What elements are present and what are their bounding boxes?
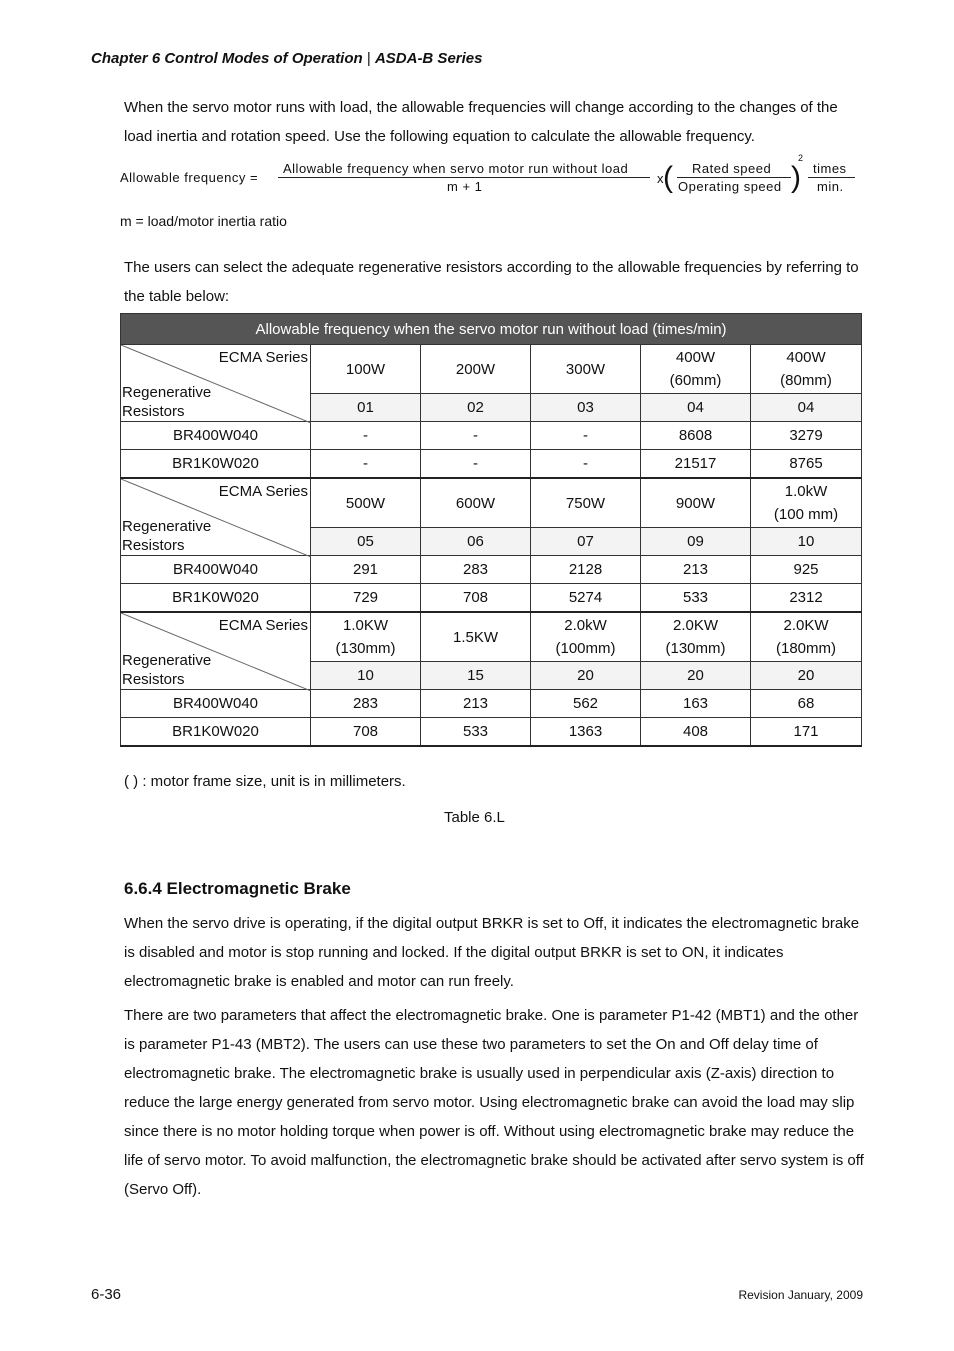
motor-power-text: 1.5KW (452, 628, 498, 646)
frequency-value-cell: 21517 (641, 450, 751, 479)
motor-power-text: (60mm) (669, 372, 722, 389)
formula-denominator-3: min. (817, 179, 844, 194)
formula-exponent: 2 (798, 153, 804, 163)
series-code-cell: 07 (531, 528, 641, 556)
resistor-name-cell: BR1K0W020 (121, 450, 311, 479)
series-header-row (121, 478, 862, 528)
corner-header-cell (121, 612, 311, 690)
formula-numerator-1: Allowable frequency when servo motor run without load (283, 161, 629, 176)
frequency-value-cell: 708 (421, 584, 531, 613)
motor-power-header (751, 345, 862, 394)
frequency-value-cell: 562 (531, 690, 641, 718)
frequency-value-cell: 171 (751, 718, 862, 747)
formula-times-sign: x (657, 171, 664, 186)
frequency-value-cell: 3279 (751, 422, 862, 450)
regenerative-resistors-label (122, 651, 211, 689)
resistor-row (121, 584, 862, 613)
motor-power-text: 600W (455, 494, 496, 512)
brake-paragraph-2: There are two parameters that affect the electromagnetic brake. One is parameter P1-42 (MBT1) and the other is parameter P1-43 (MBT2). The users can use these two parameters to set the On and Off delay time of electromagnetic brake. The electromagnetic brake is usually used in perpendicular axis (Z-axis) direction to reduce the large energy generated from servo motor. Using electromagnetic brake can avoid the load may slip since there is no motor holding torque when power is off. Without using electromagnetic brake may reduce the life of servo motor. To avoid malfunction, the electromagnetic brake should be activated after servo system is off (Servo Off). (124, 1007, 864, 1198)
motor-power-text: 2.0KW (672, 617, 718, 634)
motor-power-header (421, 478, 531, 528)
motor-power-text: 2.0kW (564, 617, 607, 634)
fraction-bar-1 (278, 177, 650, 178)
header-series: ASDA-B Series (374, 50, 483, 67)
motor-power-text: (130mm) (335, 640, 396, 657)
frequency-value-cell: 8765 (751, 450, 862, 479)
formula-denominator-1: m + 1 (447, 179, 483, 194)
series-code-cell: 15 (421, 662, 531, 690)
motor-power-header (531, 612, 641, 662)
regenerative-resistors-label (122, 383, 211, 421)
frequency-value-cell: - (421, 422, 531, 450)
frequency-value-cell: 925 (751, 556, 862, 584)
motor-power-header (641, 612, 751, 662)
frequency-value-cell: - (311, 422, 421, 450)
motor-power-header (421, 345, 531, 394)
frequency-value-cell: 533 (421, 718, 531, 747)
header-chapter: Chapter 6 Control Modes of Operation (91, 50, 363, 67)
allowable-frequency-table (120, 313, 862, 747)
header-separator: | (366, 50, 375, 67)
resistor-name-cell: BR1K0W020 (121, 584, 311, 613)
frequency-value-cell: 2312 (751, 584, 862, 613)
series-code-cell: 03 (531, 394, 641, 422)
motor-power-text: 1.0KW (342, 617, 388, 634)
motor-power-header (641, 345, 751, 394)
formula-numerator-3: times (813, 161, 847, 176)
frequency-value-cell: 729 (311, 584, 421, 613)
frequency-value-cell: 533 (641, 584, 751, 613)
series-code-cell: 10 (751, 528, 862, 556)
ecma-series-label: ECMA Series (218, 483, 308, 500)
table-caption: Allowable frequency when the servo motor run without load (times/min) (121, 314, 862, 345)
frequency-value-cell: 68 (751, 690, 862, 718)
motor-power-text: 400W (786, 349, 826, 366)
motor-power-header (421, 612, 531, 662)
series-code-cell: 02 (421, 394, 531, 422)
motor-power-text: (130mm) (665, 640, 726, 657)
m-definition: m = load/motor inertia ratio (120, 213, 287, 229)
series-code-cell: 04 (751, 394, 862, 422)
motor-power-text: 300W (565, 360, 606, 378)
motor-power-text: (80mm) (780, 372, 832, 389)
regen-label-line1: Regenerative (122, 518, 212, 535)
fraction-bar-3 (808, 177, 855, 178)
ecma-series-label: ECMA Series (218, 349, 308, 366)
corner-header-cell (121, 345, 311, 422)
formula-denominator-2: Operating speed (678, 179, 782, 194)
motor-power-text: 400W (675, 349, 716, 366)
frequency-value-cell: - (311, 450, 421, 479)
resistor-row (121, 690, 862, 718)
motor-power-text: 900W (675, 494, 716, 512)
fraction-bar-2 (677, 177, 791, 178)
regen-label-line2: Resistors (122, 403, 185, 420)
resistor-name-cell: BR400W040 (121, 556, 311, 584)
table-label: Table 6.L (444, 809, 505, 826)
motor-power-header (531, 478, 641, 528)
left-paren: ( (663, 161, 674, 194)
frequency-value-cell: 213 (421, 690, 531, 718)
series-code-cell: 20 (531, 662, 641, 690)
motor-power-text: 1.0kW (784, 483, 828, 500)
regenerative-resistors-label (122, 517, 211, 555)
frequency-value-cell: 213 (641, 556, 751, 584)
table-intro-paragraph: The users can select the adequate regenerative resistors according to the allowable frequencies by referring to the table below: (124, 259, 859, 305)
motor-power-header (311, 478, 421, 528)
series-header-row (121, 612, 862, 662)
resistor-row (121, 422, 862, 450)
motor-power-header (751, 478, 862, 528)
formula-lhs: Allowable frequency = (120, 170, 259, 185)
series-code-cell: 10 (311, 662, 421, 690)
resistor-row (121, 718, 862, 747)
series-header-row (121, 345, 862, 394)
motor-power-text: 500W (345, 494, 386, 512)
resistor-name-cell: BR1K0W020 (121, 718, 311, 747)
ecma-series-label: ECMA Series (218, 617, 308, 634)
motor-power-header (751, 612, 862, 662)
frequency-value-cell: 8608 (641, 422, 751, 450)
frequency-value-cell: - (531, 422, 641, 450)
resistor-name-cell: BR400W040 (121, 690, 311, 718)
corner-header-cell (121, 478, 311, 556)
motor-power-header (311, 345, 421, 394)
series-code-cell: 05 (311, 528, 421, 556)
frequency-value-cell: 5274 (531, 584, 641, 613)
motor-power-text: 2.0KW (783, 617, 829, 634)
series-code-cell: 06 (421, 528, 531, 556)
frequency-value-cell: 708 (311, 718, 421, 747)
motor-power-text: 100W (345, 360, 386, 378)
frequency-value-cell: 1363 (531, 718, 641, 747)
resistor-row (121, 450, 862, 479)
frequency-value-cell: 408 (641, 718, 751, 747)
resistor-row (121, 556, 862, 584)
regen-label-line2: Resistors (122, 671, 185, 688)
series-code-cell: 09 (641, 528, 751, 556)
section-title: 6.6.4 Electromagnetic Brake (124, 879, 351, 898)
motor-power-text: (100 mm) (773, 506, 839, 523)
motor-power-header (641, 478, 751, 528)
frequency-value-cell: - (421, 450, 531, 479)
frequency-value-cell: 283 (311, 690, 421, 718)
frequency-value-cell: 291 (311, 556, 421, 584)
series-code-cell: 20 (641, 662, 751, 690)
regen-label-line1: Regenerative (122, 384, 212, 401)
revision-date: Revision January, 2009 (738, 1288, 863, 1302)
regen-label-line1: Regenerative (122, 652, 212, 669)
page-number: 6-36 (91, 1286, 122, 1303)
resistor-name-cell: BR400W040 (121, 422, 311, 450)
right-paren: ) (791, 161, 802, 194)
table-note: ( ) : motor frame size, unit is in millimeters. (124, 773, 406, 790)
frequency-value-cell: - (531, 450, 641, 479)
intro-paragraph: When the servo motor runs with load, the allowable frequencies will change according to the changes of the load inertia and rotation speed. Use the following equation to calculate the allowable frequency. (124, 99, 838, 145)
brake-paragraph-1: When the servo drive is operating, if the digital output BRKR is set to Off, it indicates the electromagnetic brake is disabled and motor is stop running and locked. If the digital output BRKR is set to ON, it indicates electromagnetic brake is enabled and motor can run freely. (124, 915, 860, 990)
frequency-value-cell: 283 (421, 556, 531, 584)
series-code-cell: 04 (641, 394, 751, 422)
series-code-cell: 01 (311, 394, 421, 422)
motor-power-header (311, 612, 421, 662)
motor-power-text: 200W (455, 360, 496, 378)
motor-power-text: 750W (565, 494, 606, 512)
regen-label-line2: Resistors (122, 537, 185, 554)
motor-power-header (531, 345, 641, 394)
formula-numerator-2: Rated speed (692, 161, 772, 176)
allowable-frequency-formula (120, 152, 860, 202)
motor-power-text: (180mm) (776, 640, 837, 657)
frequency-value-cell: 163 (641, 690, 751, 718)
series-code-cell: 20 (751, 662, 862, 690)
frequency-value-cell: 2128 (531, 556, 641, 584)
page-header (91, 50, 482, 67)
motor-power-text: (100mm) (555, 640, 616, 657)
